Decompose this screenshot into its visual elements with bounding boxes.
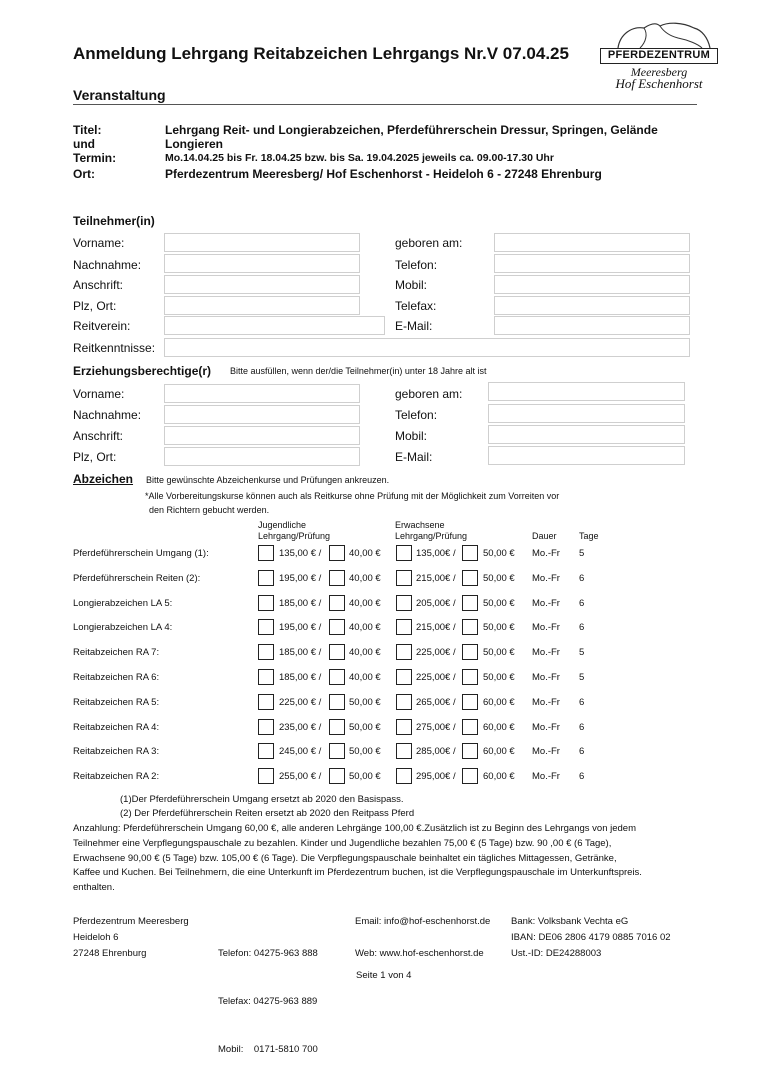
event-title-value: Lehrgang Reit- und Longierabzeichen, Pferdeführerschein Dressur, Springen, Gelände <box>165 123 658 137</box>
youth-exam-checkbox[interactable] <box>329 570 345 586</box>
footer-web[interactable]: Web: www.hof-eschenhorst.de <box>355 948 484 959</box>
badge-row-label: Reitabzeichen RA 7: <box>73 647 160 658</box>
adult-course-price: 265,00€ / <box>416 697 456 708</box>
youth-exam-checkbox[interactable] <box>329 545 345 561</box>
youth-exam-checkbox[interactable] <box>329 595 345 611</box>
guardian-vorname-field[interactable] <box>164 384 360 403</box>
badge-days: 6 <box>579 573 585 584</box>
adult-course-checkbox[interactable] <box>396 743 412 759</box>
company-logo <box>598 20 720 90</box>
adult-exam-checkbox[interactable] <box>462 644 478 660</box>
youth-course-price: 235,00 € / <box>279 722 322 733</box>
event-ort-value: Pferdezentrum Meeresberg/ Hof Eschenhorst - Heideloh 6 - 27248 Ehrenburg <box>165 167 602 181</box>
youth-exam-checkbox[interactable] <box>329 619 345 635</box>
participant-reitkenntnisse-field[interactable] <box>164 338 690 357</box>
youth-exam-price: 40,00 € <box>349 647 381 658</box>
badge-duration: Mo.-Fr <box>532 548 560 559</box>
payment-note-1: Anzahlung: Pferdeführerschein Umgang 60,00 €, alle anderen Lehrgänge 100,00 €.Zusätzlich ist zu Beginn des Lehrgangs von jedem <box>73 823 636 834</box>
adult-course-price: 225,00€ / <box>416 647 456 658</box>
badge-row-label: Longierabzeichen LA 4: <box>73 622 173 633</box>
participant-plz-label: Plz, Ort: <box>73 299 117 313</box>
youth-exam-price: 50,00 € <box>349 771 381 782</box>
badge-days: 6 <box>579 697 585 708</box>
participant-email-label: E-Mail: <box>395 319 433 333</box>
adult-exam-checkbox[interactable] <box>462 545 478 561</box>
adult-exam-price: 60,00 € <box>483 746 515 757</box>
guardian-nachname-field[interactable] <box>164 405 360 424</box>
guardian-email-field[interactable] <box>488 446 685 465</box>
youth-exam-price: 50,00 € <box>349 722 381 733</box>
adult-course-checkbox[interactable] <box>396 570 412 586</box>
badge-duration: Mo.-Fr <box>532 622 560 633</box>
participant-geboren-label: geboren am: <box>395 236 463 250</box>
badge-days: 6 <box>579 622 585 633</box>
participant-reitverein-field[interactable] <box>164 316 385 335</box>
badge-days: 5 <box>579 672 585 683</box>
divider <box>73 104 697 105</box>
youth-course-checkbox[interactable] <box>258 644 274 660</box>
youth-exam-price: 50,00 € <box>349 697 381 708</box>
badge-duration: Mo.-Fr <box>532 598 560 609</box>
guardian-email-label: E-Mail: <box>395 450 433 464</box>
col-tage-header: Tage <box>579 531 599 541</box>
youth-exam-checkbox[interactable] <box>329 644 345 660</box>
col-adult-header: Erwachsene <box>395 520 445 530</box>
adult-course-price: 275,00€ / <box>416 722 456 733</box>
youth-exam-checkbox[interactable] <box>329 768 345 784</box>
participant-email-field[interactable] <box>494 316 690 335</box>
horse-head-icon <box>598 20 720 50</box>
adult-exam-checkbox[interactable] <box>462 719 478 735</box>
footer-phones <box>218 914 318 1074</box>
participant-vorname-label: Vorname: <box>73 236 125 250</box>
guardian-geboren-field[interactable] <box>488 382 685 401</box>
youth-course-price: 225,00 € / <box>279 697 322 708</box>
adult-course-price: 215,00€ / <box>416 573 456 584</box>
logo-line-3: Hof Eschenhorst <box>615 76 703 91</box>
youth-exam-price: 40,00 € <box>349 622 381 633</box>
badge-duration: Mo.-Fr <box>532 746 560 757</box>
youth-course-price: 185,00 € / <box>279 647 322 658</box>
event-und-label: und <box>73 137 95 151</box>
youth-course-price: 135,00 € / <box>279 548 322 559</box>
adult-exam-price: 60,00 € <box>483 697 515 708</box>
participant-anschrift-label: Anschrift: <box>73 278 124 292</box>
badges-note: Bitte gewünschte Abzeichenkurse und Prüfungen ankreuzen. <box>146 475 390 485</box>
youth-course-checkbox[interactable] <box>258 694 274 710</box>
youth-exam-checkbox[interactable] <box>329 743 345 759</box>
badge-days: 6 <box>579 771 585 782</box>
youth-course-checkbox[interactable] <box>258 669 274 685</box>
footer-ustid: Ust.-ID: DE24288003 <box>511 948 602 959</box>
adult-exam-price: 50,00 € <box>483 548 515 559</box>
footer-address <box>73 914 189 962</box>
page-number: Seite 1 von 4 <box>356 970 412 981</box>
adult-course-checkbox[interactable] <box>396 644 412 660</box>
footer-telefax: Telefax: 04275-963 889 <box>218 996 318 1007</box>
adult-course-price: 135,00€ / <box>416 548 456 559</box>
guardian-plz-field[interactable] <box>164 447 360 466</box>
logo-line-2: Meeresberg <box>630 65 688 79</box>
badge-row-label: Pferdeführerschein Reiten (2): <box>73 573 201 584</box>
badge-duration: Mo.-Fr <box>532 697 560 708</box>
badge-row-label: Reitabzeichen RA 4: <box>73 722 160 733</box>
badges-note-2b: den Richtern gebucht werden. <box>149 505 270 515</box>
adult-exam-checkbox[interactable] <box>462 669 478 685</box>
badge-row-label: Reitabzeichen RA 3: <box>73 746 160 757</box>
adult-exam-price: 60,00 € <box>483 771 515 782</box>
adult-course-checkbox[interactable] <box>396 619 412 635</box>
youth-course-price: 185,00 € / <box>279 672 322 683</box>
badge-row-label: Reitabzeichen RA 6: <box>73 672 160 683</box>
adult-exam-price: 50,00 € <box>483 672 515 683</box>
badge-days: 5 <box>579 647 585 658</box>
adult-course-price: 285,00€ / <box>416 746 456 757</box>
participant-telefon-field[interactable] <box>494 254 690 273</box>
guardian-mobil-label: Mobil: <box>395 429 428 443</box>
badge-days: 6 <box>579 722 585 733</box>
footer-mobil: Mobil: 0171-5810 700 <box>218 1044 318 1055</box>
page-title: Anmeldung Lehrgang Reitabzeichen Lehrgangs Nr.V 07.04.25 <box>73 44 569 63</box>
adult-exam-price: 50,00 € <box>483 647 515 658</box>
col-youth-header: Jugendliche <box>258 520 307 530</box>
footer-telefon: Telefon: 04275-963 888 <box>218 948 318 959</box>
payment-note-3: Erwachsene 90,00 € (5 Tage) bzw. 105,00 € (6 Tage). Die Verpflegungspauschale beinhaltet ein tägliches Mittagessen, Getränke, <box>73 853 617 864</box>
youth-course-checkbox[interactable] <box>258 619 274 635</box>
youth-exam-price: 40,00 € <box>349 598 381 609</box>
footnote-1: (1)Der Pferdeführerschein Umgang ersetzt ab 2020 den Basispass. <box>120 794 404 805</box>
col-youth-subheader: Lehrgang/Prüfung <box>258 531 331 541</box>
youth-course-checkbox[interactable] <box>258 570 274 586</box>
youth-exam-price: 40,00 € <box>349 672 381 683</box>
adult-course-checkbox[interactable] <box>396 595 412 611</box>
event-title-value-2: Longieren <box>165 137 224 151</box>
youth-exam-checkbox[interactable] <box>329 669 345 685</box>
section-heading-event: Veranstaltung <box>73 87 166 103</box>
youth-course-checkbox[interactable] <box>258 768 274 784</box>
participant-anschrift-field[interactable] <box>164 275 360 294</box>
event-termin-label: Termin: <box>73 151 117 165</box>
adult-course-checkbox[interactable] <box>396 694 412 710</box>
guardian-nachname-label: Nachnahme: <box>73 408 142 422</box>
payment-note-2: Teilnehmer eine Verpflegungspauschale zu bezahlen. Kinder und Jugendliche bezahlen 75,00 € (5 Tage) bzw. 90 ,00 € (6 Tage), <box>73 838 612 849</box>
youth-exam-price: 50,00 € <box>349 746 381 757</box>
badges-note-2a: *Alle Vorbereitungskurse können auch als Reitkurse ohne Prüfung mit der Möglichkeit zum Vorreiten vor <box>145 491 560 501</box>
badge-row-label: Reitabzeichen RA 5: <box>73 697 160 708</box>
adult-exam-price: 50,00 € <box>483 622 515 633</box>
adult-exam-checkbox[interactable] <box>462 743 478 759</box>
adult-course-checkbox[interactable] <box>396 768 412 784</box>
footer-street: Heideloh 6 <box>73 932 119 943</box>
participant-reitverein-label: Reitverein: <box>73 319 131 333</box>
adult-exam-checkbox[interactable] <box>462 619 478 635</box>
guardian-anschrift-label: Anschrift: <box>73 429 124 443</box>
footer-bank <box>511 914 671 962</box>
badge-duration: Mo.-Fr <box>532 771 560 782</box>
adult-exam-checkbox[interactable] <box>462 768 478 784</box>
adult-course-price: 205,00€ / <box>416 598 456 609</box>
section-heading-badges: Abzeichen <box>73 472 134 486</box>
participant-nachname-label: Nachnahme: <box>73 258 142 272</box>
youth-course-price: 185,00 € / <box>279 598 322 609</box>
youth-exam-checkbox[interactable] <box>329 719 345 735</box>
participant-mobil-field[interactable] <box>494 275 690 294</box>
youth-course-checkbox[interactable] <box>258 595 274 611</box>
footer-company: Pferdezentrum Meeresberg <box>73 916 189 927</box>
col-adult-subheader: Lehrgang/Prüfung <box>395 531 468 541</box>
adult-course-price: 225,00€ / <box>416 672 456 683</box>
youth-course-price: 195,00 € / <box>279 622 322 633</box>
payment-note-4: Kaffee und Kuchen. Bei Teilnehmern, die eine Unterkunft im Pferdezentrum buchen, ist die Verpflegungspauschale im Unterkunftspreis. <box>73 867 642 878</box>
section-heading-participant: Teilnehmer(in) <box>73 214 155 228</box>
badge-row-label: Reitabzeichen RA 2: <box>73 771 160 782</box>
badge-duration: Mo.-Fr <box>532 573 560 584</box>
adult-course-price: 215,00€ / <box>416 622 456 633</box>
badge-row-label: Longierabzeichen LA 5: <box>73 598 173 609</box>
badge-duration: Mo.-Fr <box>532 672 560 683</box>
badge-duration: Mo.-Fr <box>532 647 560 658</box>
section-heading-guardian: Erziehungsberechtige(r) <box>73 364 212 378</box>
participant-plz-field[interactable] <box>164 296 360 315</box>
participant-geboren-field[interactable] <box>494 233 690 252</box>
footer-bank-name: Bank: Volksbank Vechta eG <box>511 916 629 927</box>
footer-iban: IBAN: DE06 2806 4179 0885 7016 02 <box>511 932 671 943</box>
participant-telefax-field[interactable] <box>494 296 690 315</box>
badge-row-label: Pferdeführerschein Umgang (1): <box>73 548 209 559</box>
youth-course-price: 195,00 € / <box>279 573 322 584</box>
adult-exam-checkbox[interactable] <box>462 570 478 586</box>
adult-exam-checkbox[interactable] <box>462 694 478 710</box>
badge-days: 5 <box>579 548 585 559</box>
guardian-anschrift-field[interactable] <box>164 426 360 445</box>
guardian-telefon-field[interactable] <box>488 404 685 423</box>
event-termin-value: Mo.14.04.25 bis Fr. 18.04.25 bzw. bis Sa. 19.04.2025 jeweils ca. 09.00-17.30 Uhr <box>165 152 554 164</box>
adult-exam-price: 50,00 € <box>483 573 515 584</box>
guardian-geboren-label: geboren am: <box>395 387 463 401</box>
badge-days: 6 <box>579 746 585 757</box>
youth-exam-checkbox[interactable] <box>329 694 345 710</box>
adult-exam-price: 60,00 € <box>483 722 515 733</box>
adult-course-checkbox[interactable] <box>396 545 412 561</box>
participant-vorname-field[interactable] <box>164 233 360 252</box>
participant-nachname-field[interactable] <box>164 254 360 273</box>
adult-course-checkbox[interactable] <box>396 669 412 685</box>
footer-email[interactable]: Email: info@hof-eschenhorst.de <box>355 916 491 927</box>
footnote-2: (2) Der Pferdeführerschein Reiten ersetzt ab 2020 den Reitpass Pferd <box>120 808 415 819</box>
participant-telefax-label: Telefax: <box>395 299 437 313</box>
adult-exam-checkbox[interactable] <box>462 595 478 611</box>
youth-course-checkbox[interactable] <box>258 719 274 735</box>
adult-course-price: 295,00€ / <box>416 771 456 782</box>
logo-box: PFERDEZENTRUM <box>600 48 718 64</box>
adult-exam-price: 50,00 € <box>483 598 515 609</box>
youth-course-checkbox[interactable] <box>258 545 274 561</box>
adult-course-checkbox[interactable] <box>396 719 412 735</box>
footer-city: 27248 Ehrenburg <box>73 948 147 959</box>
youth-exam-price: 40,00 € <box>349 573 381 584</box>
youth-course-price: 255,00 € / <box>279 771 322 782</box>
event-title-label: Titel: <box>73 123 102 137</box>
participant-telefon-label: Telefon: <box>395 258 438 272</box>
badge-duration: Mo.-Fr <box>532 722 560 733</box>
payment-note-5: enthalten. <box>73 882 115 893</box>
youth-course-checkbox[interactable] <box>258 743 274 759</box>
participant-mobil-label: Mobil: <box>395 278 428 292</box>
guardian-note: Bitte ausfüllen, wenn der/die Teilnehmer(in) unter 18 Jahre alt ist <box>230 366 487 376</box>
guardian-plz-label: Plz, Ort: <box>73 450 117 464</box>
badge-days: 6 <box>579 598 585 609</box>
event-ort-label: Ort: <box>73 167 95 181</box>
guardian-vorname-label: Vorname: <box>73 387 125 401</box>
youth-course-price: 245,00 € / <box>279 746 322 757</box>
col-dauer-header: Dauer <box>532 531 557 541</box>
youth-exam-price: 40,00 € <box>349 548 381 559</box>
guardian-mobil-field[interactable] <box>488 425 685 444</box>
guardian-telefon-label: Telefon: <box>395 408 438 422</box>
participant-reitkenntnisse-label: Reitkenntnisse: <box>73 341 156 355</box>
